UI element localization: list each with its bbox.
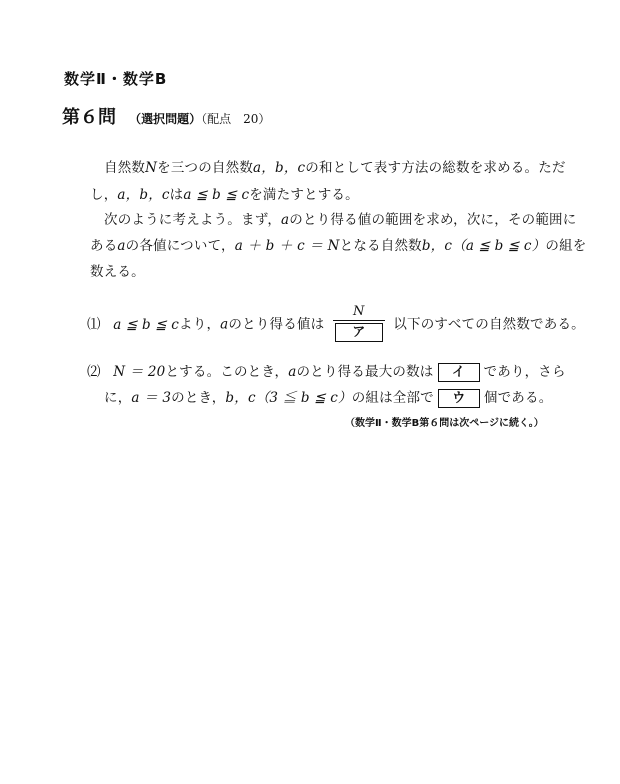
intro-line-1 <box>104 156 566 176</box>
text: ある <box>90 238 118 254</box>
intro-line-4 <box>90 234 587 254</box>
text: 数える。 <box>90 264 145 280</box>
var-a: a <box>281 212 290 228</box>
text: の各値について， <box>125 238 235 254</box>
condition: a ＝ 3 <box>131 390 172 406</box>
var-abc: a，b，c <box>117 187 170 203</box>
text: より， <box>179 316 221 333</box>
var-a: a <box>117 238 126 254</box>
fraction-numerator: N <box>353 304 365 319</box>
item-label: ⑵ <box>87 364 101 380</box>
var-bc: b，c <box>421 238 453 254</box>
var-a: a <box>288 364 297 380</box>
question-type: （選択問題） <box>129 112 202 126</box>
text: 次のように考えよう。まず， <box>104 212 282 228</box>
inequality: （3 ≦ b ≦ c） <box>255 390 352 406</box>
text: を満たすとする。 <box>249 187 359 203</box>
fraction-bar <box>333 320 385 321</box>
item-2-line-1 <box>87 360 566 382</box>
question-points: （配点 20） <box>201 112 271 126</box>
answer-box-i: イ <box>438 363 480 382</box>
text: し， <box>90 187 118 203</box>
text: であり，さら <box>483 364 566 380</box>
var-n: N <box>145 160 158 176</box>
question-number: 第６問 <box>62 107 116 128</box>
item-label: ⑴ <box>87 316 101 333</box>
intro-line-3 <box>104 208 576 228</box>
item-1 <box>87 306 585 344</box>
text: のとり得る値は <box>228 316 325 333</box>
text: の組は全部で <box>351 390 434 406</box>
text: のとり得る最大の数は <box>296 364 434 380</box>
var-a: a <box>220 316 229 333</box>
condition: N ＝ 20 <box>113 364 166 380</box>
question-header <box>62 103 270 129</box>
intro-line-5 <box>90 260 145 280</box>
equation-sum: a ＋ b ＋ c ＝ N <box>234 238 340 254</box>
text: 以下のすべての自然数である。 <box>393 316 585 333</box>
var-abc: a，b，c <box>253 160 306 176</box>
question-note <box>129 112 270 126</box>
continue-note: （数学Ⅱ・数学B第６問は次ページに続く。） <box>345 418 544 429</box>
var-bc: b，c <box>225 390 256 406</box>
text: とする。このとき， <box>165 364 289 380</box>
item-2-line-2 <box>104 386 552 408</box>
text: のとき， <box>171 390 226 406</box>
text: は <box>169 187 184 203</box>
fraction <box>333 304 385 342</box>
text: の和として表す方法の総数を求める。ただ <box>305 160 566 176</box>
text: 自然数 <box>104 160 146 176</box>
inequality: a ≦ b ≦ c <box>183 187 250 203</box>
intro-line-2 <box>90 183 359 203</box>
text: となる自然数 <box>339 238 422 254</box>
answer-box-u: ウ <box>438 389 480 408</box>
text: の組を <box>545 238 587 254</box>
text: に， <box>104 390 132 406</box>
text: 個である。 <box>483 390 553 406</box>
text: のとり得る値の範囲を求め，次に，その範囲に <box>289 212 577 228</box>
text: を三つの自然数 <box>157 160 254 176</box>
inequality: a ≦ b ≦ c <box>113 316 180 333</box>
subject-title: 数学Ⅱ・数学B <box>64 70 168 88</box>
answer-box-a: ア <box>335 323 383 342</box>
inequality: （a ≦ b ≦ c） <box>452 238 546 254</box>
